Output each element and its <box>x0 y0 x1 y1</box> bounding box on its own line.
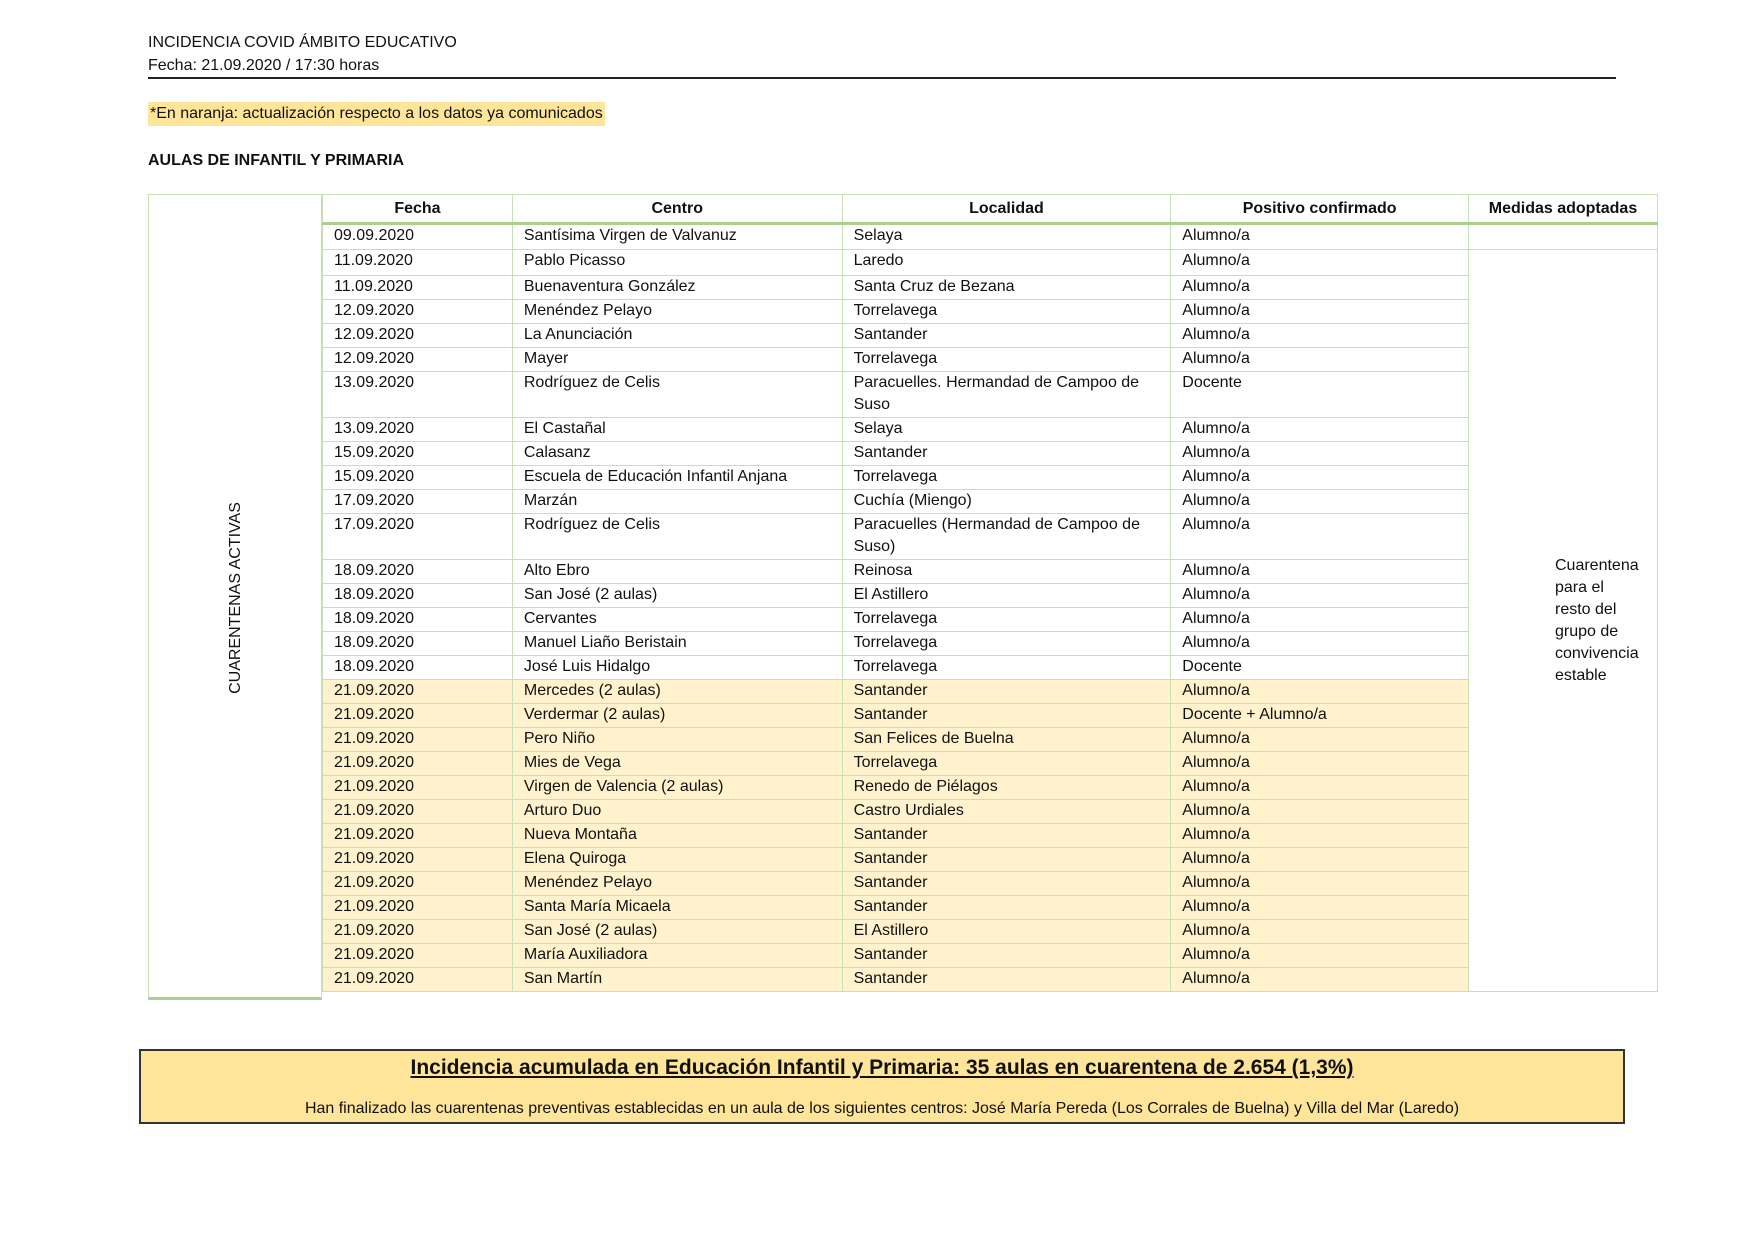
row-group-label <box>148 194 322 1000</box>
column-header-medidas: Medidas adoptadas <box>1469 195 1658 224</box>
cell-fecha: 21.09.2020 <box>323 896 513 920</box>
cell-localidad: Torrelavega <box>842 632 1171 656</box>
table-body <box>323 224 1658 992</box>
cell-localidad: Torrelavega <box>842 608 1171 632</box>
cell-centro: Mercedes (2 aulas) <box>512 680 842 704</box>
document-header <box>148 31 457 77</box>
cell-localidad: Santander <box>842 704 1171 728</box>
summary-title: Incidencia acumulada en Educación Infantil y Primaria: 35 aulas en cuarentena de 2.654 (1,3%) <box>410 1056 1354 1079</box>
table-row <box>323 848 1658 872</box>
cell-centro: Elena Quiroga <box>512 848 842 872</box>
cell-fecha: 21.09.2020 <box>323 920 513 944</box>
section-title: AULAS DE INFANTIL Y PRIMARIA <box>148 152 405 169</box>
cell-fecha: 11.09.2020 <box>323 276 513 300</box>
cell-positivo: Alumno/a <box>1171 276 1469 300</box>
cell-positivo: Alumno/a <box>1171 514 1469 560</box>
cell-centro: Pablo Picasso <box>512 250 842 276</box>
cell-fecha: 17.09.2020 <box>323 514 513 560</box>
cell-fecha: 21.09.2020 <box>323 872 513 896</box>
cell-positivo: Alumno/a <box>1171 224 1469 250</box>
column-header-positivo: Positivo confirmado <box>1171 195 1469 224</box>
column-header-localidad: Localidad <box>842 195 1171 224</box>
cell-localidad: Laredo <box>842 250 1171 276</box>
cell-centro: José Luis Hidalgo <box>512 656 842 680</box>
cell-positivo: Alumno/a <box>1171 848 1469 872</box>
cell-centro: El Castañal <box>512 418 842 442</box>
table-row <box>323 680 1658 704</box>
document-date: Fecha: 21.09.2020 / 17:30 horas <box>148 57 380 74</box>
table-row <box>323 608 1658 632</box>
cell-fecha: 21.09.2020 <box>323 848 513 872</box>
table-row <box>323 372 1658 418</box>
cell-positivo: Alumno/a <box>1171 250 1469 276</box>
cell-positivo: Alumno/a <box>1171 560 1469 584</box>
cell-localidad: Santander <box>842 848 1171 872</box>
cell-centro: La Anunciación <box>512 324 842 348</box>
cell-fecha: 21.09.2020 <box>323 728 513 752</box>
table-row <box>323 776 1658 800</box>
cell-localidad: El Astillero <box>842 584 1171 608</box>
cell-centro: Marzán <box>512 490 842 514</box>
table-row <box>323 466 1658 490</box>
cell-localidad: Torrelavega <box>842 348 1171 372</box>
cell-fecha: 13.09.2020 <box>323 418 513 442</box>
cell-fecha: 12.09.2020 <box>323 300 513 324</box>
cell-centro: Cervantes <box>512 608 842 632</box>
table-row <box>323 824 1658 848</box>
cell-fecha: 12.09.2020 <box>323 348 513 372</box>
cell-centro: Alto Ebro <box>512 560 842 584</box>
cell-positivo: Alumno/a <box>1171 896 1469 920</box>
cell-positivo: Alumno/a <box>1171 752 1469 776</box>
cell-fecha: 18.09.2020 <box>323 584 513 608</box>
cell-localidad: Castro Urdiales <box>842 800 1171 824</box>
table-row <box>323 490 1658 514</box>
quarantine-table <box>322 194 1658 992</box>
table-row <box>323 896 1658 920</box>
cell-positivo: Alumno/a <box>1171 348 1469 372</box>
column-header-fecha: Fecha <box>323 195 513 224</box>
cell-localidad: Selaya <box>842 224 1171 250</box>
cell-localidad: Cuchía (Miengo) <box>842 490 1171 514</box>
summary-box <box>139 1049 1625 1124</box>
cell-centro: Menéndez Pelayo <box>512 872 842 896</box>
header-rule <box>148 77 1616 79</box>
cell-positivo: Alumno/a <box>1171 490 1469 514</box>
table-row <box>323 560 1658 584</box>
table-row <box>323 250 1658 276</box>
table-header-row <box>323 195 1658 224</box>
table-row <box>323 442 1658 466</box>
cell-fecha: 21.09.2020 <box>323 800 513 824</box>
cell-positivo: Alumno/a <box>1171 824 1469 848</box>
cell-localidad: Paracuelles. Hermandad de Campoo de Suso <box>842 372 1171 418</box>
cell-centro: San Martín <box>512 968 842 992</box>
cell-fecha: 09.09.2020 <box>323 224 513 250</box>
cell-fecha: 18.09.2020 <box>323 656 513 680</box>
cell-medidas: Cuarentena para el resto del grupo de convivencia estable <box>1469 250 1658 992</box>
cell-localidad: El Astillero <box>842 920 1171 944</box>
cell-fecha: 21.09.2020 <box>323 968 513 992</box>
cell-positivo: Docente + Alumno/a <box>1171 704 1469 728</box>
cell-localidad: Santander <box>842 896 1171 920</box>
summary-text: Han finalizado las cuarentenas preventivas establecidas en un aula de los siguientes centros: José María Pereda (Los Corrales de Buelna) y Villa del Mar (Laredo) <box>304 1100 1460 1117</box>
cell-fecha: 21.09.2020 <box>323 824 513 848</box>
cell-fecha: 13.09.2020 <box>323 372 513 418</box>
cell-positivo: Alumno/a <box>1171 418 1469 442</box>
cell-centro: Mayer <box>512 348 842 372</box>
table-row <box>323 300 1658 324</box>
cell-positivo: Alumno/a <box>1171 968 1469 992</box>
table-row <box>323 968 1658 992</box>
cell-positivo: Alumno/a <box>1171 944 1469 968</box>
cell-localidad: Santander <box>842 824 1171 848</box>
cell-fecha: 21.09.2020 <box>323 680 513 704</box>
cell-positivo: Alumno/a <box>1171 466 1469 490</box>
cell-localidad: Torrelavega <box>842 752 1171 776</box>
cell-positivo: Docente <box>1171 656 1469 680</box>
cell-positivo: Docente <box>1171 372 1469 418</box>
cell-centro: Manuel Liaño Beristain <box>512 632 842 656</box>
cell-positivo: Alumno/a <box>1171 680 1469 704</box>
update-note: *En naranja: actualización respecto a los datos ya comunicados <box>148 102 605 126</box>
cell-localidad: Torrelavega <box>842 300 1171 324</box>
cell-localidad: Santander <box>842 324 1171 348</box>
cell-fecha: 15.09.2020 <box>323 442 513 466</box>
cell-centro: Nueva Montaña <box>512 824 842 848</box>
cell-positivo: Alumno/a <box>1171 300 1469 324</box>
document-title: INCIDENCIA COVID ÁMBITO EDUCATIVO <box>148 34 457 51</box>
cell-localidad: Santander <box>842 872 1171 896</box>
cell-positivo: Alumno/a <box>1171 800 1469 824</box>
table-row <box>323 920 1658 944</box>
cell-fecha: 12.09.2020 <box>323 324 513 348</box>
table-row <box>323 656 1658 680</box>
cell-centro: Virgen de Valencia (2 aulas) <box>512 776 842 800</box>
cell-centro: María Auxiliadora <box>512 944 842 968</box>
cell-localidad: Torrelavega <box>842 656 1171 680</box>
cell-medidas-empty <box>1469 224 1658 250</box>
cell-centro: Rodríguez de Celis <box>512 372 842 418</box>
column-header-centro: Centro <box>512 195 842 224</box>
cell-localidad: Santa Cruz de Bezana <box>842 276 1171 300</box>
table-row <box>323 752 1658 776</box>
cell-positivo: Alumno/a <box>1171 632 1469 656</box>
cell-centro: Pero Niño <box>512 728 842 752</box>
cell-positivo: Alumno/a <box>1171 584 1469 608</box>
cell-localidad: Selaya <box>842 418 1171 442</box>
cell-centro: Verdermar (2 aulas) <box>512 704 842 728</box>
cell-positivo: Alumno/a <box>1171 608 1469 632</box>
cell-centro: Mies de Vega <box>512 752 842 776</box>
table-row <box>323 584 1658 608</box>
cell-fecha: 18.09.2020 <box>323 608 513 632</box>
cell-positivo: Alumno/a <box>1171 728 1469 752</box>
cell-fecha: 18.09.2020 <box>323 632 513 656</box>
cell-fecha: 18.09.2020 <box>323 560 513 584</box>
table-row <box>323 276 1658 300</box>
cell-centro: Arturo Duo <box>512 800 842 824</box>
cell-localidad: San Felices de Buelna <box>842 728 1171 752</box>
cell-centro: Menéndez Pelayo <box>512 300 842 324</box>
cell-centro: Escuela de Educación Infantil Anjana <box>512 466 842 490</box>
cell-centro: Santa María Micaela <box>512 896 842 920</box>
table-row <box>323 348 1658 372</box>
cell-localidad: Santander <box>842 944 1171 968</box>
cell-fecha: 21.09.2020 <box>323 944 513 968</box>
cell-positivo: Alumno/a <box>1171 776 1469 800</box>
quarantine-table-wrapper <box>148 194 1658 1003</box>
cell-centro: Santísima Virgen de Valvanuz <box>512 224 842 250</box>
cell-centro: Rodríguez de Celis <box>512 514 842 560</box>
cell-fecha: 21.09.2020 <box>323 704 513 728</box>
cell-fecha: 21.09.2020 <box>323 752 513 776</box>
cell-fecha: 17.09.2020 <box>323 490 513 514</box>
cell-localidad: Santander <box>842 968 1171 992</box>
table-row <box>323 324 1658 348</box>
table-row <box>323 944 1658 968</box>
cell-positivo: Alumno/a <box>1171 442 1469 466</box>
cell-positivo: Alumno/a <box>1171 872 1469 896</box>
cell-centro: San José (2 aulas) <box>512 584 842 608</box>
cell-localidad: Torrelavega <box>842 466 1171 490</box>
row-group-label-text: CUARENTENAS ACTIVAS <box>227 502 244 694</box>
cell-localidad: Santander <box>842 442 1171 466</box>
table-row <box>323 800 1658 824</box>
cell-localidad: Renedo de Piélagos <box>842 776 1171 800</box>
cell-positivo: Alumno/a <box>1171 920 1469 944</box>
cell-localidad: Paracuelles (Hermandad de Campoo de Suso) <box>842 514 1171 560</box>
cell-centro: San José (2 aulas) <box>512 920 842 944</box>
table-row <box>323 704 1658 728</box>
table-row <box>323 418 1658 442</box>
cell-localidad: Reinosa <box>842 560 1171 584</box>
table-row <box>323 728 1658 752</box>
table-row <box>323 632 1658 656</box>
table-row <box>323 514 1658 560</box>
cell-positivo: Alumno/a <box>1171 324 1469 348</box>
cell-localidad: Santander <box>842 680 1171 704</box>
cell-centro: Buenaventura González <box>512 276 842 300</box>
table-row <box>323 872 1658 896</box>
cell-fecha: 21.09.2020 <box>323 776 513 800</box>
cell-fecha: 15.09.2020 <box>323 466 513 490</box>
table-row <box>323 224 1658 250</box>
cell-centro: Calasanz <box>512 442 842 466</box>
cell-fecha: 11.09.2020 <box>323 250 513 276</box>
